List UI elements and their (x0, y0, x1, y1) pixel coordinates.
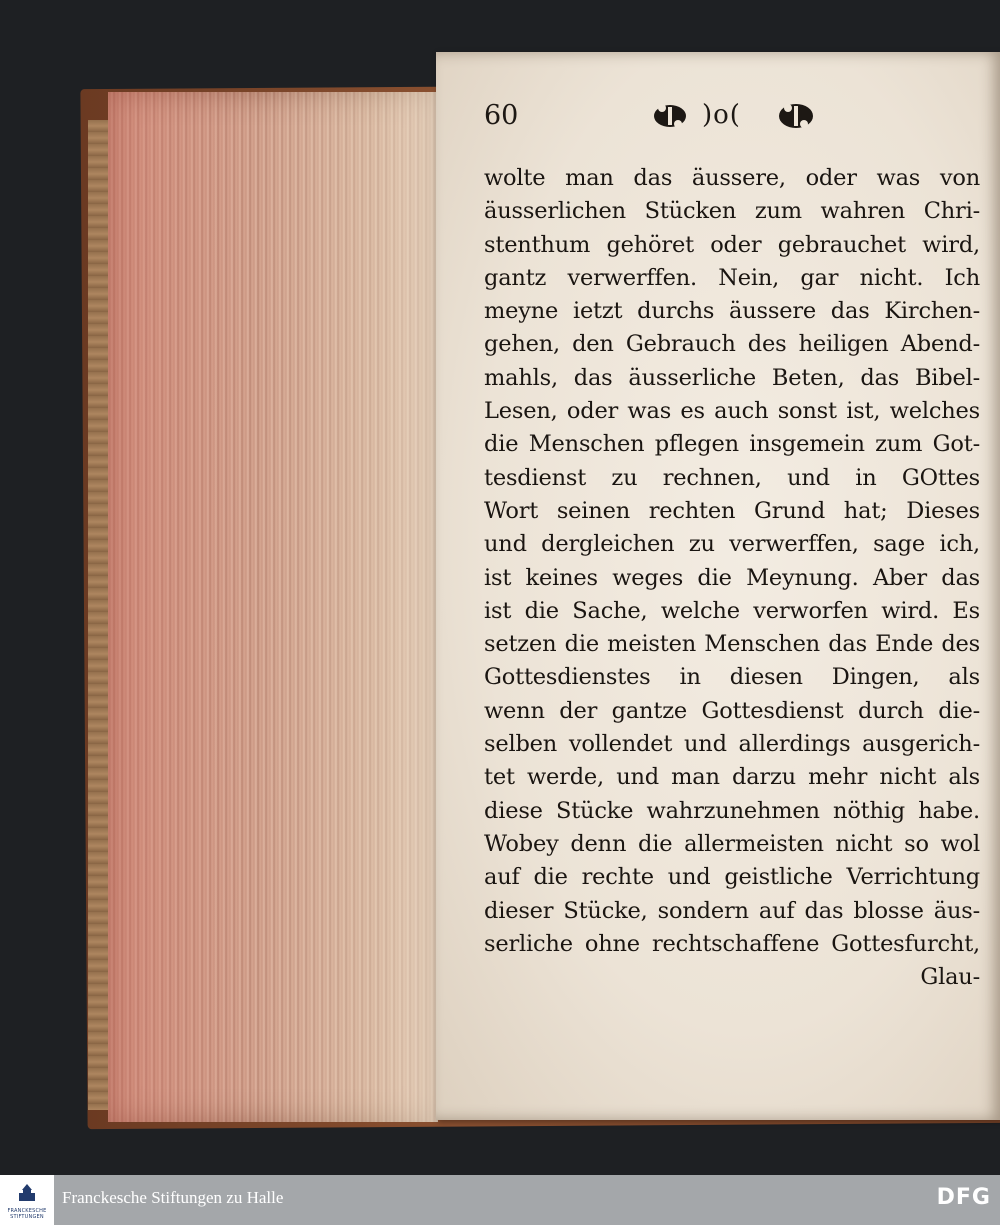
dfg-logo[interactable]: DFG (936, 1185, 991, 1210)
text-line: mahls, das äusserliche Beten, das Bibel- (484, 364, 980, 391)
text-line: Wort seinen rechten Grund hat; Dieses (484, 497, 980, 524)
text-line: wenn der gantze Gottesdienst durch die- (484, 697, 980, 724)
running-head (478, 98, 958, 138)
text-line: tesdienst zu rechnen, und in GOttes (484, 464, 980, 491)
text-line: und dergleichen zu verwerffen, sage ich, (484, 531, 980, 558)
page-edges (108, 92, 438, 1122)
text-line: wolte man das äussere, oder was von (484, 165, 980, 191)
text-line: diese Stücke wahrzunehmen nöthig habe. (484, 797, 980, 824)
text-line: serliche ohne rechtschaffene Gottesfurcht, (484, 930, 980, 957)
text-line: gantz verwerffen. Nein, gar nicht. Ich (484, 264, 980, 291)
ornament-glyph: )o( (702, 100, 741, 130)
orphanage-building-icon (17, 1183, 37, 1203)
footer-bar (0, 1175, 1000, 1225)
text-line: selben vollendet und allerdings ausgerich- (484, 731, 980, 758)
text-line: ist keines weges die Meynung. Aber das (484, 564, 980, 591)
text-line: setzen die meisten Menschen das Ende des (484, 631, 980, 658)
page-number: 60 (484, 100, 519, 131)
institution-name[interactable]: Franckesche Stiftungen zu Halle (62, 1188, 284, 1207)
text-line: ist die Sache, welche verworfen wird. Es (484, 597, 980, 624)
text-line: die Menschen pflegen insgemein zum Got- (484, 431, 980, 458)
text-line: stenthum gehöret oder gebrauchet wird, (484, 231, 980, 258)
page-body-text (484, 162, 980, 994)
text-line: auf die rechte und geistliche Verrichtung (484, 864, 980, 891)
text-line: gehen, den Gebrauch des heiligen Abend- (484, 331, 980, 358)
text-line: Gottesdienstes in diesen Dingen, als (484, 664, 980, 691)
text-line: Lesen, oder was es auch sonst ist, welches (484, 398, 980, 425)
institution-logo[interactable] (0, 1175, 54, 1225)
catchword: Glau- (920, 964, 980, 991)
text-line: dieser Stücke, sondern auf das blosse äus- (484, 897, 980, 924)
logo-text: FRANCKESCHE STIFTUNGEN (7, 1208, 47, 1220)
text-line: äusserlichen Stücken zum wahren Chri- (484, 198, 980, 225)
text-line: tet werde, und man darzu mehr nicht als (484, 764, 980, 791)
text-line: meyne ietzt durchs äussere das Kirchen- (484, 298, 980, 325)
text-line: Wobey denn die allermeisten nicht so wol (484, 830, 980, 857)
